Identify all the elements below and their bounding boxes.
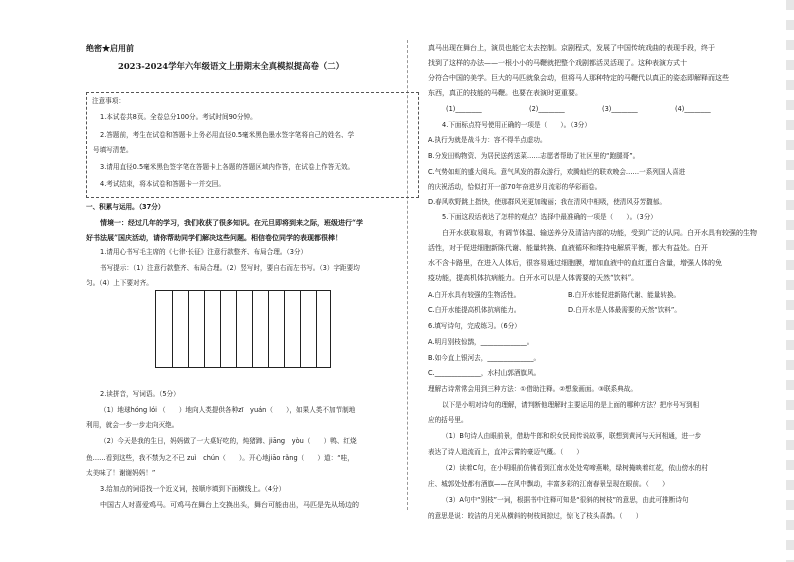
option-d: D.白开水是人体最需要的天然“饮料”。: [568, 306, 681, 314]
passage-text: 分符合中国的美学。巨大的马匹就象会动，但将马人那种特定的马鞭代以真正的姿态即解释而这些: [428, 74, 729, 82]
question-2-line: （1）地球hóng lói （ ）地向人类提供各种zī yuán（ ），如果人类不加节制地: [100, 406, 356, 414]
option-c: C.白开水能提高机体抗病能力。: [428, 306, 521, 314]
passage-text: 活性，对于促进细胞新陈代谢、能量转换、血液循环和维持电解质平衡，都大有益处。白开: [428, 244, 708, 252]
question-3-text: 中国古人对喜爱鸡马。可鸡马在舞台上交换出头，舞台可能由出，马匹是先从场边的: [100, 501, 359, 509]
blank-4[interactable]: (4)________: [675, 105, 711, 113]
question-1-hint: 匀。（4）上下要对齐。: [86, 279, 153, 287]
notice-item: 1.本试卷共8页。全卷总分100分。考试时间90分钟。: [100, 113, 257, 121]
notice-item: 2.答题前，考生在试卷和答题卡上务必用直径0.5毫米黑色墨水签字笔将自己的姓名、学: [100, 131, 355, 139]
passage-text: 白开水获取易取，有调节体温、输送养分及清洁内部的功能，受到广泛的认同。白开水具有较强的生物: [442, 229, 757, 237]
notice-item: 4.考试结束，将本试卷和答题卡一并交回。: [100, 180, 225, 188]
passage-text: 水不含卡路里，在进入人体后，很容易通过细胞膜，增加血液中的血红蛋白含量，增强人体的免: [428, 259, 722, 267]
option-c: 的庆祝活动，恰似打开一部70年奋进岁月流彩的华彩画卷。: [428, 183, 602, 191]
question-6-ask: 以下是小明对诗句的理解，请判断他理解时主要运用的是上面的哪种方法？把序号写到相: [442, 401, 700, 409]
page-edge-strip: [786, 0, 794, 562]
option-b: B.分发田购物资、为居民送药送菜……志愿者帮助了社区里的“跑腿哥”。: [428, 152, 640, 160]
question-2: 2.读拼音，写词语。（5分）: [100, 390, 180, 398]
option-b: B.白开水能促进新陈代谢、能量转换。: [568, 291, 681, 299]
notice-item: 号填写清楚。: [93, 146, 133, 154]
blank-2[interactable]: (2)________: [529, 105, 565, 113]
question-1: 1.请用心书写毛主席的《七律·长征》注意行款整齐、布局合理。（3分）: [100, 248, 308, 256]
option-a: A.白开水具有较强的生物活性。: [428, 291, 521, 299]
secret-label: 绝密★启用前: [86, 43, 134, 53]
option-a: A.执行为就是战斗力：容不得半点虚功。: [428, 136, 547, 144]
sub-question: 庄、城郭处处都有酒旗——在风中飘动，丰富多彩的江南春景呈现在眼前。（ ）: [428, 480, 669, 488]
question-6: 6.填写诗句，完成练习。（6分）: [428, 322, 521, 330]
question-5: 5.下面这段话表达了怎样的观点？选择中最准确的一项是（ ）。（3分）: [442, 213, 657, 221]
notice-item: 3.请用直径0.5毫米黑色签字笔在答题卡上各题的答题区域内作答，在试卷上作答无效。: [100, 163, 355, 171]
sub-question: 表达了诗人追流而上，直冲云霄的豪迈气概。（ ）: [428, 448, 583, 456]
sub-question: 的意思是说：皎洁的月光从横斜的树枝间掠过，惊飞了枝头喜鹊。（ ）: [428, 512, 643, 520]
context-text: 情境一：经过几年的学习，我们收获了很多知识。在元旦即将到来之际，班级进行“学: [100, 218, 364, 227]
question-2-line: 太美味了！谢谢妈妈！”: [86, 469, 156, 477]
exam-title: 2023-2024学年六年级语文上册期末全真模拟提高卷（二）: [118, 61, 344, 71]
question-1-hint: 书写提示：（1）注意行款整齐、布局合理。（2）竖写时，要自右而左书写。（3）字距要均: [100, 264, 360, 272]
writing-grid[interactable]: [155, 290, 331, 368]
question-3: 3.给加点的词语找一个近义词，按顺序填到下面横线上。（4分）: [100, 485, 286, 493]
notice-heading: 注意事项：: [92, 97, 125, 105]
sub-question: （1）B句诗人由眼前景，借助牛郎和织女民间传说故事，联想到黄河与天河相通，进一步: [442, 432, 702, 440]
passage-text: 疫功能，提高机体抗病能力。白开水可以是人体需要的天然“饮料”。: [428, 274, 639, 282]
fill-line-a: A.明月别枝惊鹊，______________。: [428, 338, 534, 346]
sub-question: （3）A句中“别枝”一词，根据书中注释可知是“很斜的树枝”的意思，由此可推断诗句: [442, 496, 689, 504]
blank-3[interactable]: (3)________: [602, 105, 638, 113]
blank-1[interactable]: (1)________: [446, 105, 482, 113]
fill-line-b: B.如今直上银河去，______________。: [428, 354, 541, 362]
question-6-ask: 应的括号里。: [428, 416, 468, 424]
section-heading: 一、积累与运用。（37分）: [86, 203, 165, 211]
passage-text: 找到了这样的办法——一根小小的马鞭就把整个戏剧都活灵活现了。这种表演方式十: [428, 59, 687, 67]
question-2-line: 鱼……看到这些，我不禁为之不已 zuì chún（ ）。开心地jiāo rǎng（ ）道：“哇，: [86, 454, 354, 462]
passage-text: 东西，真正的技能的马鞭。也要在表演时更重要。: [428, 89, 582, 97]
method-note: 理解古诗常常会用到三种方法：①借助注释。②想象画面。③联系典故。: [428, 385, 637, 393]
question-2-line: 利用，就会一步一步走向灭绝。: [86, 421, 179, 429]
question-4: 4.下面标点符号使用正确的一项是（ ）。（3分）: [442, 121, 591, 129]
fill-line-c: C.______________，水村山郭酒旗风。: [428, 369, 541, 377]
context-text: 好书法展”国庆活动，请你帮助同学们解决这些问题。相信卷位同学的表现都很棒！: [86, 233, 343, 242]
option-c: C.气势如虹的盛大阅兵。意气风发的群众游行，欢腾灿烂的联欢晚会……一系列国人喜进: [428, 168, 686, 176]
option-d: D.春风吹野跳上指快，使那群风光更加瑰丽；我在清风中相吸，使清风芬芳馥郁。: [428, 198, 666, 206]
passage-text: 真马出现在舞台上，演员也能它太去控制。京剧程式，发展了中国传统戏曲的表现手段，终于: [428, 44, 715, 52]
sub-question: （2）读着C句，在小明眼前仿佛看到江南水处处莺啼燕啭，绿树掩映着红花，依山傍水的村: [442, 464, 708, 472]
question-2-line: （2）今天是我的生日，妈妈做了一大桌好吃的，炖猪蹄、jiāng yòu（ ）鸭、红烧: [100, 437, 357, 445]
